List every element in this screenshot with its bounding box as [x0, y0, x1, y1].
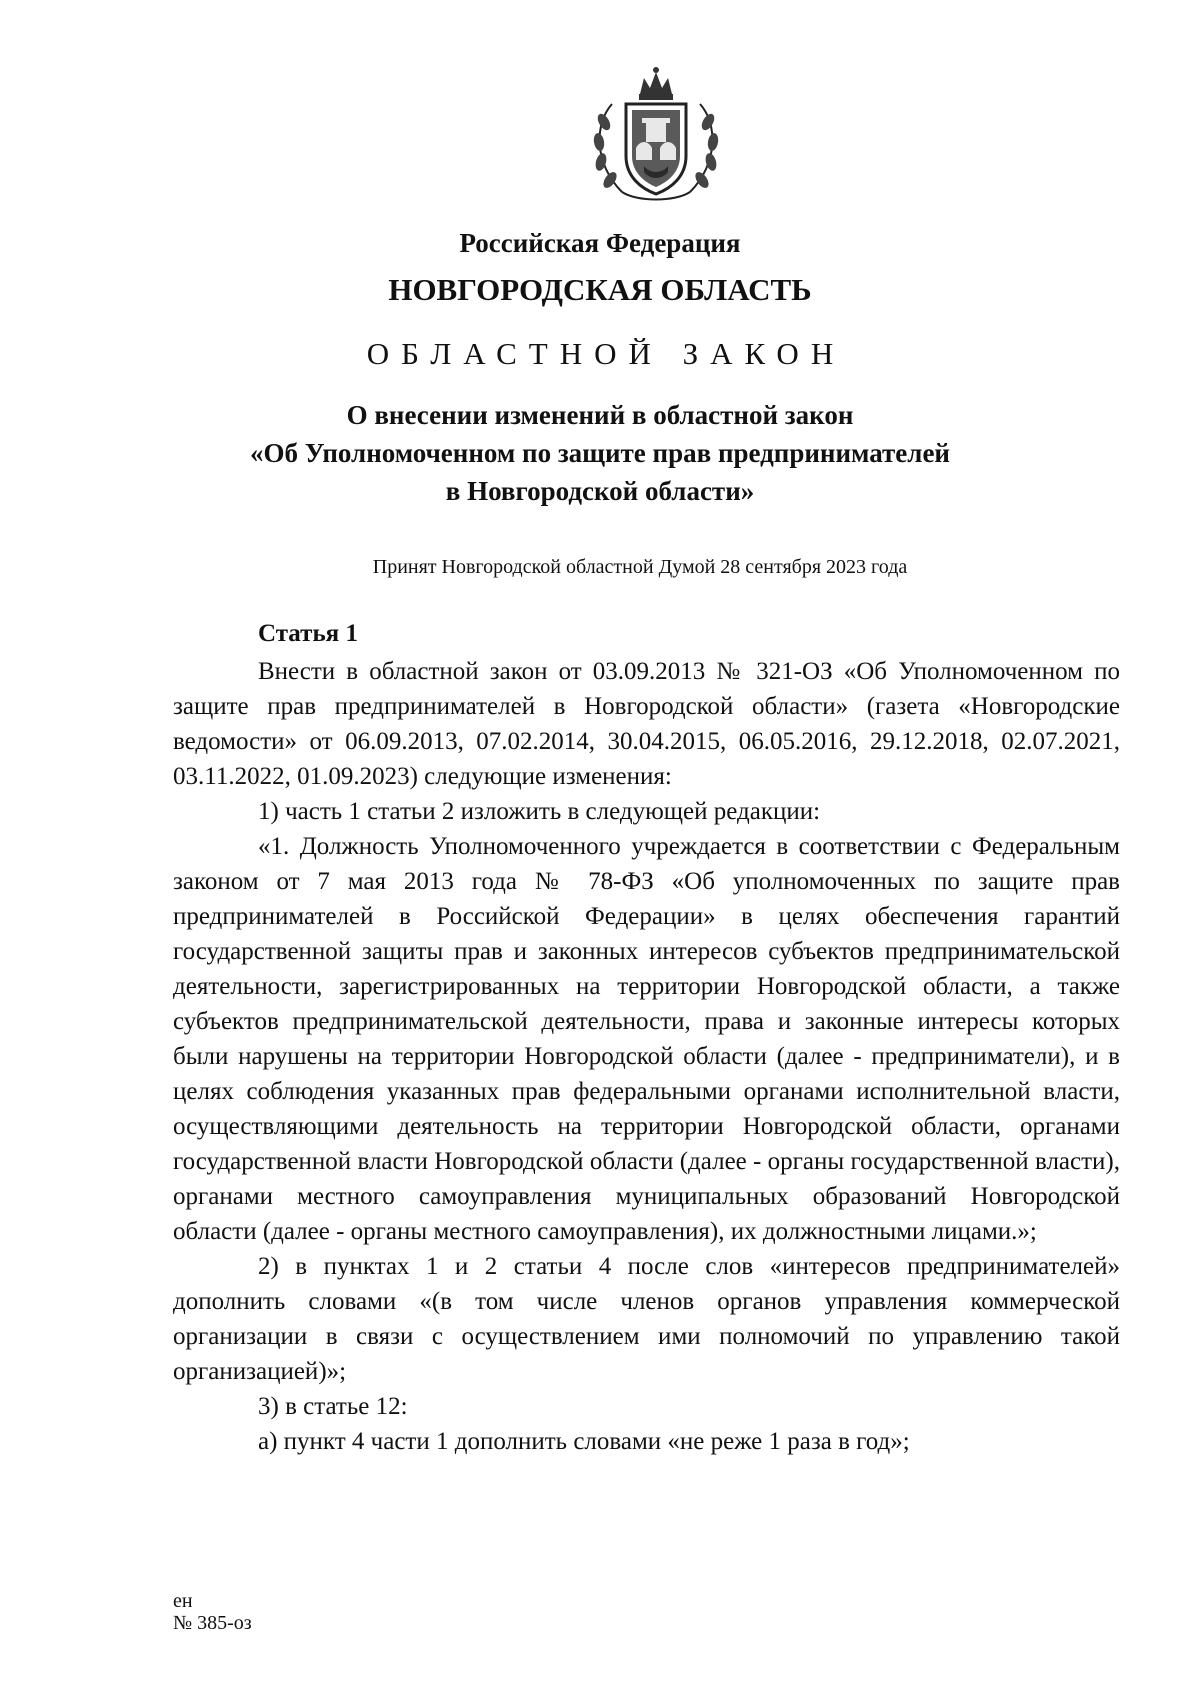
article-heading: Статья 1: [258, 620, 358, 647]
article-paragraph: а) пункт 4 части 1 дополнить словами «не реже 1 раза в год»;: [258, 1428, 910, 1455]
coat-of-arms-icon: [582, 64, 730, 212]
article-paragraph: 3) в статье 12:: [258, 1393, 408, 1420]
law-number: № 385-оз: [173, 1612, 252, 1634]
document-type: ОБЛАСТНОЙ ЗАКОН: [366, 336, 846, 371]
adoption-note: Принят Новгородской областной Думой 28 сентября 2023 года: [372, 556, 908, 578]
law-title-line: «Об Уполномоченном по защите прав предпринимателей: [250, 438, 950, 468]
law-title-line: в Новгородской области»: [445, 476, 755, 506]
article-paragraph: Внести в областной закон от 03.09.2013 № 321-ОЗ «Об Уполномоченном по защите прав предпринимателей в Новгородской области» (газета «Новгородские ведомости» от 06.09.2013, 07.02.2014, 30.04.2015, 06.05.2016, 29.12.2018, 02.07.2021, 03.11.2022, 01.09.2023) следующие изменения:: [173, 658, 1120, 790]
region-name: НОВГОРОДСКАЯ ОБЛАСТЬ: [388, 272, 812, 307]
executor-initials: ен: [173, 1590, 193, 1612]
document-registration: [173, 1590, 252, 1634]
article-paragraph: «1. Должность Уполномоченного учреждается в соответствии с Федеральным законом от 7 мая 2013 года № 78-ФЗ «Об уполномоченных по защите прав предпринимателей в Российской Федерации» в целях обеспечения гарантий государственной защиты прав и законных интересов субъектов предпринимательской деятельности, зарегистрированных на территории Новгородской области, а также субъектов предпринимательской деятельности, права и законные интересы которых были нарушены на территории Новгородской области (далее - предприниматели), и в целях соблюдения указанных прав федеральными органами исполнительной власти, осуществляющими деятельность на территории Новгородской области, органами государственной власти Новгородской области (далее - органы государственной власти), органами местного самоуправления муниципальных образований Новгородской области (далее - органы местного самоуправления), их должностными лицами.»;: [173, 833, 1120, 1245]
article-body: [173, 654, 1120, 1459]
law-title-line: О внесении изменений в областной закон: [346, 400, 854, 430]
law-title: [0, 396, 1200, 510]
article-paragraph: 1) часть 1 статьи 2 изложить в следующей редакции:: [258, 798, 821, 825]
country-name: Российская Федерация: [459, 228, 741, 258]
article-paragraph: 2) в пунктах 1 и 2 статьи 4 после слов «интересов предпринимателей» дополнить словами «(в том числе членов органов управления коммерческой организации в связи с осуществлением ими полномочий по управлению такой организацией)»;: [173, 1253, 1120, 1385]
